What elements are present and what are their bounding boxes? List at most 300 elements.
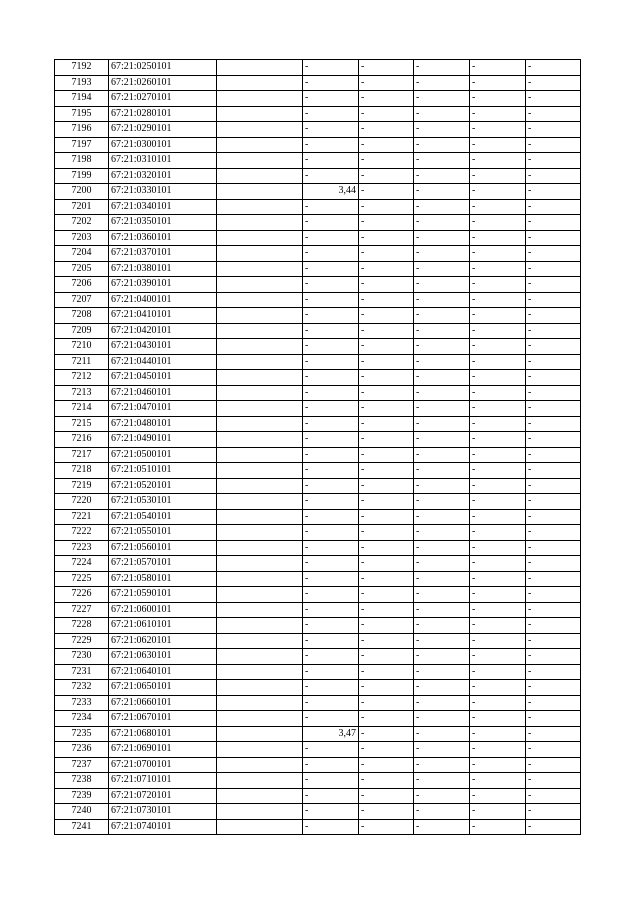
value-cell-5: - (526, 494, 581, 510)
value-cell-5: - (526, 587, 581, 603)
table-row (55, 106, 581, 122)
value-cell-5: - (526, 385, 581, 401)
cadastral-code-cell: 67:21:0670101 (109, 711, 217, 727)
row-number-cell: 7217 (55, 447, 109, 463)
row-number-cell: 7240 (55, 804, 109, 820)
value-cell-3: - (414, 168, 470, 184)
value-cell-2: - (359, 742, 414, 758)
table-row (55, 757, 581, 773)
row-number-cell: 7211 (55, 354, 109, 370)
name-cell (217, 370, 303, 386)
value-cell-2: - (359, 819, 414, 835)
value-cell-1: - (303, 308, 359, 324)
value-cell-1: - (303, 91, 359, 107)
value-cell-3: - (414, 819, 470, 835)
value-cell-3: - (414, 509, 470, 525)
value-cell-4: - (470, 804, 526, 820)
value-cell-3: - (414, 757, 470, 773)
name-cell (217, 742, 303, 758)
row-number-cell: 7192 (55, 60, 109, 76)
row-number-cell: 7230 (55, 649, 109, 665)
name-cell (217, 463, 303, 479)
row-number-cell: 7235 (55, 726, 109, 742)
row-number-cell: 7226 (55, 587, 109, 603)
value-cell-3: - (414, 695, 470, 711)
value-cell-3: - (414, 447, 470, 463)
value-cell-1: - (303, 618, 359, 634)
name-cell (217, 618, 303, 634)
value-cell-3: - (414, 571, 470, 587)
value-cell-5: - (526, 122, 581, 138)
value-cell-4: - (470, 680, 526, 696)
name-cell (217, 416, 303, 432)
value-cell-1: - (303, 587, 359, 603)
name-cell (217, 773, 303, 789)
cadastral-code-cell: 67:21:0310101 (109, 153, 217, 169)
value-cell-4: - (470, 618, 526, 634)
cadastral-code-cell: 67:21:0290101 (109, 122, 217, 138)
name-cell (217, 494, 303, 510)
value-cell-4: - (470, 91, 526, 107)
row-number-cell: 7238 (55, 773, 109, 789)
table-row (55, 75, 581, 91)
value-cell-1: - (303, 261, 359, 277)
value-cell-2: - (359, 788, 414, 804)
table-row (55, 277, 581, 293)
value-cell-5: - (526, 230, 581, 246)
table-row (55, 385, 581, 401)
cadastral-code-cell: 67:21:0340101 (109, 199, 217, 215)
name-cell (217, 184, 303, 200)
value-cell-2: - (359, 106, 414, 122)
cadastral-code-cell: 67:21:0360101 (109, 230, 217, 246)
value-cell-3: - (414, 122, 470, 138)
value-cell-2: - (359, 571, 414, 587)
value-cell-1: - (303, 60, 359, 76)
table-row (55, 137, 581, 153)
value-cell-2: - (359, 137, 414, 153)
table-row (55, 587, 581, 603)
table-row (55, 416, 581, 432)
value-cell-3: - (414, 633, 470, 649)
value-cell-1: - (303, 664, 359, 680)
table-row (55, 168, 581, 184)
value-cell-1: - (303, 695, 359, 711)
value-cell-2: - (359, 649, 414, 665)
name-cell (217, 633, 303, 649)
name-cell (217, 649, 303, 665)
value-cell-3: - (414, 556, 470, 572)
value-cell-1: - (303, 122, 359, 138)
value-cell-1: - (303, 339, 359, 355)
value-cell-5: - (526, 339, 581, 355)
row-number-cell: 7210 (55, 339, 109, 355)
value-cell-5: - (526, 277, 581, 293)
row-number-cell: 7201 (55, 199, 109, 215)
table-row (55, 726, 581, 742)
cadastral-code-cell: 67:21:0740101 (109, 819, 217, 835)
value-cell-2: - (359, 757, 414, 773)
row-number-cell: 7214 (55, 401, 109, 417)
value-cell-2: - (359, 292, 414, 308)
table-row (55, 153, 581, 169)
table-row (55, 447, 581, 463)
value-cell-3: - (414, 401, 470, 417)
value-cell-5: - (526, 199, 581, 215)
value-cell-5: - (526, 416, 581, 432)
table-row (55, 819, 581, 835)
value-cell-3: - (414, 215, 470, 231)
value-cell-2: - (359, 261, 414, 277)
value-cell-4: - (470, 277, 526, 293)
table-row (55, 695, 581, 711)
value-cell-2: - (359, 370, 414, 386)
value-cell-5: - (526, 447, 581, 463)
value-cell-4: - (470, 261, 526, 277)
row-number-cell: 7199 (55, 168, 109, 184)
value-cell-1: - (303, 509, 359, 525)
value-cell-5: - (526, 246, 581, 262)
value-cell-3: - (414, 292, 470, 308)
value-cell-3: - (414, 153, 470, 169)
row-number-cell: 7209 (55, 323, 109, 339)
value-cell-5: - (526, 711, 581, 727)
name-cell (217, 354, 303, 370)
row-number-cell: 7224 (55, 556, 109, 572)
cadastral-code-cell: 67:21:0690101 (109, 742, 217, 758)
value-cell-5: - (526, 509, 581, 525)
value-cell-4: - (470, 292, 526, 308)
table-row (55, 525, 581, 541)
value-cell-1: - (303, 153, 359, 169)
data-table (54, 59, 581, 835)
value-cell-4: - (470, 416, 526, 432)
value-cell-5: - (526, 726, 581, 742)
cadastral-code-cell: 67:21:0490101 (109, 432, 217, 448)
name-cell (217, 819, 303, 835)
value-cell-2: - (359, 804, 414, 820)
value-cell-2: - (359, 416, 414, 432)
table-row (55, 633, 581, 649)
value-cell-4: - (470, 726, 526, 742)
row-number-cell: 7225 (55, 571, 109, 587)
value-cell-5: - (526, 571, 581, 587)
value-cell-2: - (359, 540, 414, 556)
value-cell-4: - (470, 168, 526, 184)
value-cell-3: - (414, 804, 470, 820)
value-cell-5: - (526, 370, 581, 386)
cadastral-code-cell: 67:21:0680101 (109, 726, 217, 742)
name-cell (217, 711, 303, 727)
value-cell-4: - (470, 819, 526, 835)
value-cell-3: - (414, 587, 470, 603)
value-cell-3: - (414, 261, 470, 277)
row-number-cell: 7221 (55, 509, 109, 525)
table-row (55, 230, 581, 246)
name-cell (217, 277, 303, 293)
value-cell-4: - (470, 587, 526, 603)
row-number-cell: 7233 (55, 695, 109, 711)
table-row (55, 788, 581, 804)
value-cell-4: - (470, 664, 526, 680)
cadastral-code-cell: 67:21:0500101 (109, 447, 217, 463)
value-cell-1: - (303, 711, 359, 727)
name-cell (217, 804, 303, 820)
table-row (55, 370, 581, 386)
name-cell (217, 726, 303, 742)
value-cell-4: - (470, 308, 526, 324)
table-row (55, 60, 581, 76)
value-cell-2: - (359, 168, 414, 184)
value-cell-1: - (303, 788, 359, 804)
value-cell-4: - (470, 556, 526, 572)
name-cell (217, 339, 303, 355)
value-cell-3: - (414, 137, 470, 153)
value-cell-5: - (526, 540, 581, 556)
cadastral-code-cell: 67:21:0520101 (109, 478, 217, 494)
cadastral-code-cell: 67:21:0280101 (109, 106, 217, 122)
name-cell (217, 695, 303, 711)
value-cell-3: - (414, 478, 470, 494)
value-cell-4: - (470, 447, 526, 463)
name-cell (217, 122, 303, 138)
value-cell-5: - (526, 602, 581, 618)
table-row (55, 618, 581, 634)
cadastral-code-cell: 67:21:0560101 (109, 540, 217, 556)
value-cell-5: - (526, 478, 581, 494)
cadastral-code-cell: 67:21:0630101 (109, 649, 217, 665)
value-cell-5: - (526, 91, 581, 107)
table-row (55, 308, 581, 324)
name-cell (217, 788, 303, 804)
cadastral-code-cell: 67:21:0450101 (109, 370, 217, 386)
row-number-cell: 7219 (55, 478, 109, 494)
value-cell-5: - (526, 463, 581, 479)
value-cell-4: - (470, 633, 526, 649)
row-number-cell: 7218 (55, 463, 109, 479)
value-cell-5: - (526, 137, 581, 153)
value-cell-2: - (359, 215, 414, 231)
table-row (55, 323, 581, 339)
value-cell-5: - (526, 664, 581, 680)
value-cell-3: - (414, 664, 470, 680)
cadastral-code-cell: 67:21:0660101 (109, 695, 217, 711)
row-number-cell: 7203 (55, 230, 109, 246)
value-cell-5: - (526, 819, 581, 835)
value-cell-2: - (359, 60, 414, 76)
value-cell-2: - (359, 587, 414, 603)
value-cell-5: - (526, 525, 581, 541)
value-cell-4: - (470, 788, 526, 804)
table-row (55, 742, 581, 758)
value-cell-3: - (414, 370, 470, 386)
table-row (55, 199, 581, 215)
value-cell-5: - (526, 432, 581, 448)
value-cell-3: - (414, 540, 470, 556)
name-cell (217, 153, 303, 169)
value-cell-5: - (526, 633, 581, 649)
name-cell (217, 75, 303, 91)
row-number-cell: 7200 (55, 184, 109, 200)
value-cell-2: - (359, 695, 414, 711)
row-number-cell: 7239 (55, 788, 109, 804)
value-cell-2: - (359, 153, 414, 169)
name-cell (217, 540, 303, 556)
value-cell-5: - (526, 75, 581, 91)
value-cell-2: - (359, 323, 414, 339)
value-cell-4: - (470, 230, 526, 246)
value-cell-2: - (359, 401, 414, 417)
value-cell-5: - (526, 323, 581, 339)
row-number-cell: 7196 (55, 122, 109, 138)
cadastral-code-cell: 67:21:0570101 (109, 556, 217, 572)
value-cell-2: - (359, 246, 414, 262)
value-cell-3: - (414, 106, 470, 122)
name-cell (217, 401, 303, 417)
cadastral-code-cell: 67:21:0430101 (109, 339, 217, 355)
value-cell-1: - (303, 292, 359, 308)
value-cell-2: - (359, 230, 414, 246)
cadastral-code-cell: 67:21:0250101 (109, 60, 217, 76)
name-cell (217, 199, 303, 215)
name-cell (217, 447, 303, 463)
table-row (55, 463, 581, 479)
value-cell-1: - (303, 432, 359, 448)
row-number-cell: 7207 (55, 292, 109, 308)
value-cell-4: - (470, 215, 526, 231)
value-cell-2: - (359, 664, 414, 680)
value-cell-3: - (414, 354, 470, 370)
name-cell (217, 587, 303, 603)
table-row (55, 215, 581, 231)
name-cell (217, 246, 303, 262)
value-cell-4: - (470, 339, 526, 355)
value-cell-3: - (414, 602, 470, 618)
name-cell (217, 525, 303, 541)
value-cell-1: - (303, 680, 359, 696)
value-cell-4: - (470, 742, 526, 758)
name-cell (217, 509, 303, 525)
value-cell-4: - (470, 75, 526, 91)
row-number-cell: 7204 (55, 246, 109, 262)
table-row (55, 540, 581, 556)
cadastral-code-cell: 67:21:0320101 (109, 168, 217, 184)
name-cell (217, 91, 303, 107)
cadastral-code-cell: 67:21:0610101 (109, 618, 217, 634)
value-cell-5: - (526, 618, 581, 634)
value-cell-3: - (414, 385, 470, 401)
row-number-cell: 7208 (55, 308, 109, 324)
value-cell-2: - (359, 726, 414, 742)
value-cell-2: - (359, 618, 414, 634)
row-number-cell: 7237 (55, 757, 109, 773)
value-cell-1: - (303, 370, 359, 386)
value-cell-3: - (414, 463, 470, 479)
row-number-cell: 7205 (55, 261, 109, 277)
value-cell-4: - (470, 432, 526, 448)
name-cell (217, 292, 303, 308)
cadastral-code-cell: 67:21:0470101 (109, 401, 217, 417)
value-cell-1: - (303, 463, 359, 479)
value-cell-3: - (414, 339, 470, 355)
cadastral-code-cell: 67:21:0590101 (109, 587, 217, 603)
value-cell-3: - (414, 680, 470, 696)
row-number-cell: 7213 (55, 385, 109, 401)
value-cell-4: - (470, 60, 526, 76)
value-cell-2: - (359, 184, 414, 200)
value-cell-4: - (470, 106, 526, 122)
row-number-cell: 7216 (55, 432, 109, 448)
value-cell-5: - (526, 680, 581, 696)
cadastral-code-cell: 67:21:0270101 (109, 91, 217, 107)
value-cell-3: - (414, 246, 470, 262)
value-cell-1: - (303, 804, 359, 820)
cadastral-code-cell: 67:21:0580101 (109, 571, 217, 587)
value-cell-1: - (303, 215, 359, 231)
table-row (55, 339, 581, 355)
row-number-cell: 7234 (55, 711, 109, 727)
value-cell-4: - (470, 463, 526, 479)
cadastral-code-cell: 67:21:0530101 (109, 494, 217, 510)
value-cell-2: - (359, 75, 414, 91)
value-cell-3: - (414, 60, 470, 76)
value-cell-1: - (303, 602, 359, 618)
value-cell-5: - (526, 649, 581, 665)
name-cell (217, 602, 303, 618)
cadastral-code-cell: 67:21:0720101 (109, 788, 217, 804)
value-cell-3: - (414, 726, 470, 742)
value-cell-1: - (303, 447, 359, 463)
value-cell-5: - (526, 215, 581, 231)
table-body (55, 60, 581, 835)
value-cell-1: - (303, 246, 359, 262)
table-row (55, 292, 581, 308)
value-cell-1: - (303, 742, 359, 758)
value-cell-1: - (303, 649, 359, 665)
value-cell-2: - (359, 509, 414, 525)
value-cell-2: - (359, 463, 414, 479)
value-cell-1: - (303, 385, 359, 401)
value-cell-2: - (359, 385, 414, 401)
table-row (55, 478, 581, 494)
value-cell-1: - (303, 757, 359, 773)
value-cell-1: - (303, 525, 359, 541)
table-row (55, 184, 581, 200)
cadastral-code-cell: 67:21:0300101 (109, 137, 217, 153)
cadastral-code-cell: 67:21:0390101 (109, 277, 217, 293)
name-cell (217, 571, 303, 587)
value-cell-1: - (303, 168, 359, 184)
row-number-cell: 7198 (55, 153, 109, 169)
row-number-cell: 7231 (55, 664, 109, 680)
table-row (55, 494, 581, 510)
cadastral-code-cell: 67:21:0410101 (109, 308, 217, 324)
cadastral-code-cell: 67:21:0370101 (109, 246, 217, 262)
value-cell-5: - (526, 556, 581, 572)
name-cell (217, 60, 303, 76)
value-cell-4: - (470, 246, 526, 262)
value-cell-1: - (303, 199, 359, 215)
value-cell-2: - (359, 277, 414, 293)
name-cell (217, 757, 303, 773)
value-cell-1: - (303, 633, 359, 649)
value-cell-1: - (303, 494, 359, 510)
value-cell-1: - (303, 819, 359, 835)
value-cell-4: - (470, 711, 526, 727)
cadastral-code-cell: 67:21:0330101 (109, 184, 217, 200)
value-cell-2: - (359, 122, 414, 138)
value-cell-4: - (470, 602, 526, 618)
